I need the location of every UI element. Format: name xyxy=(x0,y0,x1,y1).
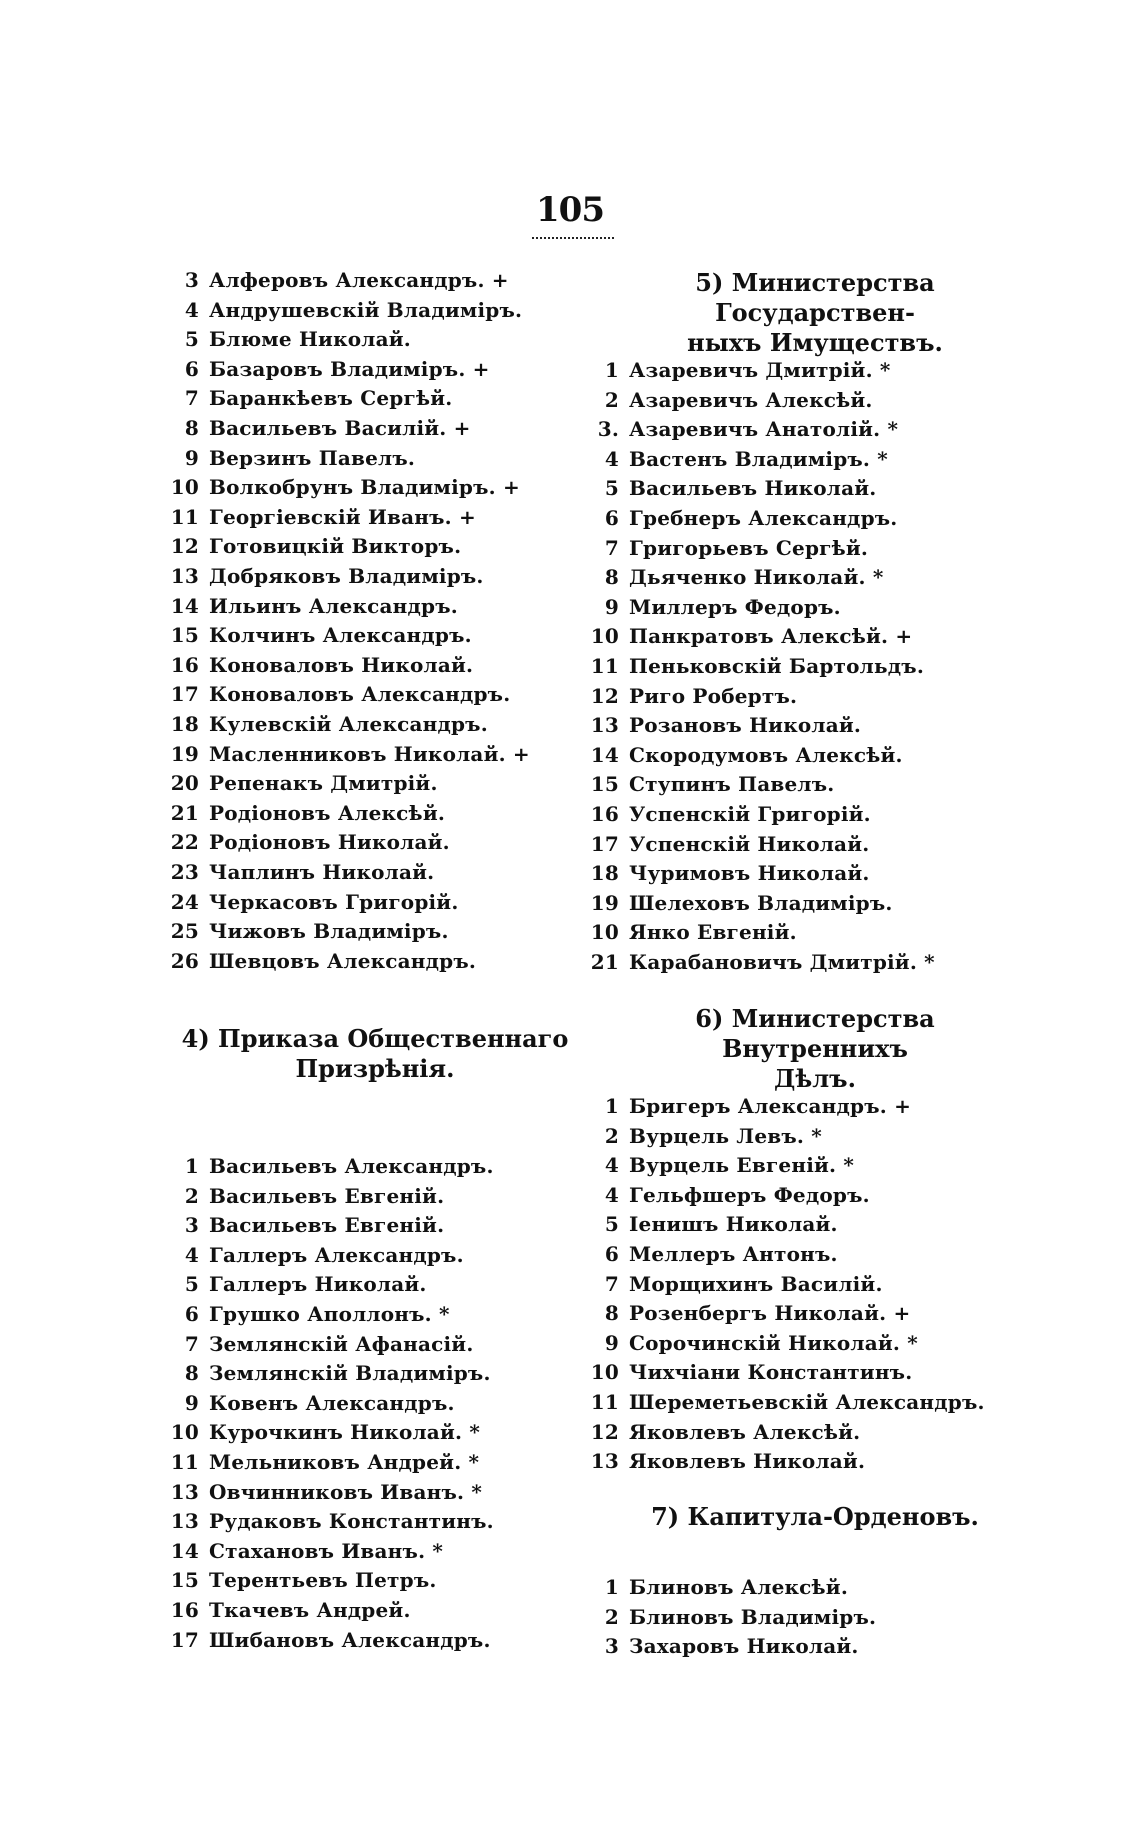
list-item xyxy=(165,1152,494,1180)
list-item xyxy=(585,682,797,710)
person-name: Гельфшеръ Федоръ. xyxy=(629,1182,870,1207)
list-item xyxy=(585,445,888,473)
person-name: Шелеховъ Владиміръ. xyxy=(629,890,893,915)
person-name: Масленниковъ Николай. + xyxy=(209,741,530,766)
person-name: Добряковъ Владиміръ. xyxy=(209,564,484,588)
item-number: 8 xyxy=(184,416,199,440)
item-number: 1 xyxy=(604,1575,619,1599)
person-name: Чаплинъ Николай. xyxy=(209,860,435,884)
section-title-continued: Призрѣнія. xyxy=(295,1054,455,1083)
person-name: Захаровъ Николай. xyxy=(629,1634,859,1659)
item-number: 12 xyxy=(590,1419,619,1444)
item-number: 2 xyxy=(184,1183,199,1208)
person-name: Розановъ Николай. xyxy=(629,713,862,738)
item-number: 20 xyxy=(170,771,199,796)
list-item xyxy=(165,296,522,324)
person-name: Меллеръ Антонъ. xyxy=(629,1242,838,1266)
person-name: Рудаковъ Константинъ. xyxy=(209,1509,494,1534)
item-number: 7 xyxy=(184,386,199,411)
list-item xyxy=(585,474,876,502)
list-item xyxy=(165,1626,491,1654)
list-item xyxy=(165,266,509,294)
item-number: 10 xyxy=(590,920,619,945)
person-name: Ступинъ Павелъ. xyxy=(629,772,835,797)
list-item xyxy=(165,888,459,916)
person-name: Григорьевъ Сергѣй. xyxy=(629,535,869,560)
item-number: 19 xyxy=(590,890,619,915)
list-item xyxy=(585,1573,848,1601)
section-title: 6) Министерства Внутреннихъ xyxy=(695,1004,935,1063)
person-name: Галлеръ Николай. xyxy=(209,1272,427,1297)
item-number: 26 xyxy=(170,948,199,973)
list-item xyxy=(585,415,898,443)
list-item xyxy=(165,1330,474,1358)
person-name: Ткачевъ Андрей. xyxy=(209,1598,411,1622)
person-name: Андрушевскій Владиміръ. xyxy=(209,297,523,322)
person-name: Азаревичъ Анатолій. * xyxy=(629,417,899,442)
person-name: Коноваловъ Николай. xyxy=(209,652,474,677)
list-item xyxy=(165,1418,480,1446)
person-name: Блиновъ Владиміръ. xyxy=(629,1604,877,1629)
person-name: Готовицкій Викторъ. xyxy=(209,534,462,559)
list-item xyxy=(585,563,883,591)
list-item xyxy=(165,1270,427,1298)
list-item xyxy=(165,414,471,442)
list-item xyxy=(165,1507,494,1535)
person-name: Колчинъ Александръ. xyxy=(209,623,472,648)
list-item xyxy=(165,651,473,679)
list-item xyxy=(165,828,450,856)
person-name: Гребнеръ Александръ. xyxy=(629,506,898,530)
person-name: Яковлевъ Алексѣй. xyxy=(629,1419,861,1444)
item-number: 1 xyxy=(604,1094,619,1118)
person-name: Васильевъ Василій. + xyxy=(209,416,471,440)
person-name: Землянскій Афанасій. xyxy=(209,1331,474,1356)
person-name: Вастенъ Владиміръ. * xyxy=(629,446,888,471)
section-title-continued: ныхъ Имуществъ. xyxy=(687,328,943,357)
item-number: 18 xyxy=(590,861,619,886)
list-item xyxy=(585,622,912,650)
item-number: 13 xyxy=(170,564,199,588)
person-name: Мельниковъ Андрей. * xyxy=(209,1450,480,1474)
person-name: Скородумовъ Алексѣй. xyxy=(629,742,903,767)
person-name: Терентьевъ Петръ. xyxy=(209,1568,437,1593)
list-item xyxy=(165,503,476,531)
person-name: Янко Евгеній. xyxy=(629,920,797,945)
item-number: 5 xyxy=(184,1272,199,1297)
item-number: 3. xyxy=(597,417,619,442)
item-number: 17 xyxy=(170,1627,199,1652)
person-name: Репенакъ Дмитрій. xyxy=(209,771,438,796)
list-item xyxy=(165,592,458,620)
item-number: 5 xyxy=(184,327,199,352)
person-name: Дьяченко Николай. * xyxy=(629,565,884,590)
person-name: Васильевъ Евгеній. xyxy=(209,1183,445,1208)
list-item xyxy=(585,1122,822,1150)
item-number: 6 xyxy=(184,356,199,381)
list-item xyxy=(165,1300,450,1328)
list-item xyxy=(585,859,870,887)
list-item xyxy=(165,1241,464,1269)
list-item xyxy=(585,918,797,946)
item-number: 8 xyxy=(604,1301,619,1326)
person-name: Блиновъ Алексѣй. xyxy=(629,1575,849,1599)
list-item xyxy=(165,1537,443,1565)
item-number: 12 xyxy=(590,683,619,708)
item-number: 7 xyxy=(184,1331,199,1356)
person-name: Родіоновъ Алексѣй. xyxy=(209,800,446,825)
item-number: 2 xyxy=(604,387,619,412)
person-name: Коноваловъ Александръ. xyxy=(209,682,511,707)
person-name: Азаревичъ Дмитрій. * xyxy=(629,358,891,382)
item-number: 6 xyxy=(184,1302,199,1326)
person-name: Курочкинъ Николай. * xyxy=(209,1420,480,1445)
section-5-heading xyxy=(605,268,1025,358)
list-item xyxy=(165,740,530,768)
item-number: 13 xyxy=(170,1479,199,1504)
item-number: 14 xyxy=(170,593,199,618)
person-name: Розенбергъ Николай. + xyxy=(629,1301,911,1326)
list-item xyxy=(585,1447,865,1475)
person-name: Георгіевскій Иванъ. + xyxy=(209,504,476,529)
item-number: 19 xyxy=(170,741,199,766)
person-name: Пеньковскій Бартольдъ. xyxy=(629,654,924,678)
list-item xyxy=(585,1358,912,1386)
item-number: 11 xyxy=(170,1450,199,1474)
person-name: Вурцель Левъ. * xyxy=(629,1123,822,1148)
person-name: Панкратовъ Алексѣй. + xyxy=(629,624,913,649)
person-name: Верзинъ Павелъ. xyxy=(209,445,416,470)
item-number: 17 xyxy=(590,831,619,856)
item-number: 5 xyxy=(604,476,619,501)
item-number: 2 xyxy=(604,1604,619,1629)
item-number: 13 xyxy=(170,1509,199,1534)
list-item xyxy=(165,444,415,472)
item-number: 22 xyxy=(170,830,199,855)
list-item xyxy=(585,1092,911,1120)
list-item xyxy=(585,1329,918,1357)
item-number: 24 xyxy=(170,889,199,914)
list-item xyxy=(165,621,472,649)
list-item xyxy=(585,1603,876,1631)
person-name: Чижовъ Владиміръ. xyxy=(209,919,449,944)
list-item xyxy=(165,769,438,797)
person-name: Грушко Аполлонъ. * xyxy=(209,1302,450,1326)
item-number: 13 xyxy=(590,1449,619,1474)
person-name: Іенишъ Николай. xyxy=(629,1212,838,1237)
person-name: Успенскій Григорій. xyxy=(629,802,871,826)
list-item xyxy=(165,1389,455,1417)
person-name: Вурцель Евгеній. * xyxy=(629,1153,855,1178)
list-item xyxy=(585,1181,870,1209)
item-number: 8 xyxy=(184,1361,199,1386)
item-number: 4 xyxy=(604,1182,619,1207)
list-item xyxy=(165,532,461,560)
person-name: Успенскій Николай. xyxy=(629,831,870,856)
item-number: 16 xyxy=(170,652,199,677)
person-name: Волкобрунъ Владиміръ. + xyxy=(209,475,520,500)
list-item xyxy=(165,325,411,353)
item-number: 16 xyxy=(170,1598,199,1622)
list-item xyxy=(165,680,510,708)
item-number: 3 xyxy=(184,268,199,292)
person-name: Блюме Николай. xyxy=(209,327,411,352)
list-item xyxy=(165,947,476,975)
list-item xyxy=(165,710,488,738)
item-number: 10 xyxy=(170,1420,199,1445)
item-number: 1 xyxy=(604,358,619,382)
item-number: 9 xyxy=(604,594,619,619)
item-number: 6 xyxy=(604,506,619,530)
list-item xyxy=(585,1240,838,1268)
item-number: 3 xyxy=(604,1634,619,1659)
list-item xyxy=(585,593,841,621)
list-item xyxy=(165,1448,479,1476)
person-name: Шереметьевскій Александръ. xyxy=(629,1390,985,1414)
person-name: Кулевскій Александръ. xyxy=(209,712,488,736)
list-item xyxy=(165,473,520,501)
list-item xyxy=(585,1270,883,1298)
item-number: 10 xyxy=(170,475,199,500)
section-title-continued: Дѣлъ. xyxy=(774,1064,856,1093)
item-number: 12 xyxy=(170,534,199,559)
item-number: 6 xyxy=(604,1242,619,1266)
person-name: Баранкѣевъ Сергѣй. xyxy=(209,386,453,411)
section-4-heading xyxy=(165,1024,585,1084)
list-item xyxy=(585,1388,985,1416)
person-name: Васильевъ Николай. xyxy=(629,476,877,501)
item-number: 9 xyxy=(604,1330,619,1355)
page-number-rule xyxy=(532,237,614,239)
list-item xyxy=(585,948,935,976)
list-item xyxy=(165,1359,491,1387)
list-item xyxy=(585,386,873,414)
list-item xyxy=(585,770,834,798)
list-item xyxy=(165,917,449,945)
list-item xyxy=(585,741,903,769)
item-number: 16 xyxy=(590,802,619,826)
person-name: Чихчіани Константинъ. xyxy=(629,1360,913,1385)
list-item xyxy=(585,356,891,384)
item-number: 18 xyxy=(170,712,199,736)
section-7-heading xyxy=(605,1502,1025,1532)
item-number: 15 xyxy=(590,772,619,797)
section-title: 7) Капитула-Орденовъ. xyxy=(651,1502,979,1531)
item-number: 11 xyxy=(170,504,199,529)
list-item xyxy=(585,889,893,917)
item-number: 4 xyxy=(604,446,619,471)
list-item xyxy=(165,1182,444,1210)
list-item xyxy=(585,1210,838,1238)
person-name: Васильевъ Александръ. xyxy=(209,1154,494,1178)
item-number: 5 xyxy=(604,1212,619,1237)
list-item xyxy=(165,1478,482,1506)
item-number: 21 xyxy=(590,950,619,974)
person-name: Землянскій Владиміръ. xyxy=(209,1361,491,1386)
person-name: Овчинниковъ Иванъ. * xyxy=(209,1479,483,1504)
person-name: Шибановъ Александръ. xyxy=(209,1627,491,1652)
item-number: 4 xyxy=(604,1153,619,1178)
list-item xyxy=(585,652,924,680)
list-item xyxy=(165,355,490,383)
person-name: Карабановичъ Дмитрій. * xyxy=(629,950,935,974)
person-name: Риго Робертъ. xyxy=(629,683,798,708)
item-number: 23 xyxy=(170,860,199,884)
person-name: Морщихинъ Василій. xyxy=(629,1271,883,1296)
list-item xyxy=(585,534,868,562)
item-number: 25 xyxy=(170,919,199,944)
list-item xyxy=(585,830,869,858)
person-name: Родіоновъ Николай. xyxy=(209,830,450,855)
list-item xyxy=(585,1299,910,1327)
item-number: 13 xyxy=(590,713,619,738)
list-item xyxy=(165,1596,411,1624)
item-number: 15 xyxy=(170,623,199,648)
person-name: Шевцовъ Александръ. xyxy=(209,948,477,973)
person-name: Чуримовъ Николай. xyxy=(629,861,870,886)
person-name: Базаровъ Владиміръ. + xyxy=(209,356,490,381)
list-item xyxy=(165,1566,437,1594)
item-number: 14 xyxy=(590,742,619,767)
item-number: 7 xyxy=(604,535,619,560)
person-name: Черкасовъ Григорій. xyxy=(209,889,459,914)
list-item xyxy=(165,799,445,827)
list-item xyxy=(585,711,861,739)
page-number: 105 xyxy=(536,190,604,230)
item-number: 2 xyxy=(604,1123,619,1148)
item-number: 17 xyxy=(170,682,199,707)
item-number: 1 xyxy=(184,1154,199,1178)
item-number: 4 xyxy=(184,297,199,322)
person-name: Стахановъ Иванъ. * xyxy=(209,1538,444,1563)
person-name: Сорочинскій Николай. * xyxy=(629,1330,918,1355)
item-number: 10 xyxy=(590,1360,619,1385)
person-name: Миллеръ Федоръ. xyxy=(629,594,841,619)
item-number: 11 xyxy=(590,1390,619,1414)
list-item xyxy=(585,1632,859,1660)
item-number: 14 xyxy=(170,1538,199,1563)
item-number: 11 xyxy=(590,654,619,678)
list-item xyxy=(585,800,871,828)
item-number: 9 xyxy=(184,445,199,470)
item-number: 8 xyxy=(604,565,619,590)
item-number: 4 xyxy=(184,1242,199,1267)
person-name: Яковлевъ Николай. xyxy=(629,1449,866,1474)
person-name: Азаревичъ Алексѣй. xyxy=(629,387,873,412)
list-item xyxy=(165,562,484,590)
item-number: 10 xyxy=(590,624,619,649)
list-item xyxy=(585,1418,860,1446)
item-number: 3 xyxy=(184,1213,199,1238)
list-item xyxy=(165,858,434,886)
section-6-heading xyxy=(605,1004,1025,1094)
item-number: 15 xyxy=(170,1568,199,1593)
section-title: 5) Министерства Государствен- xyxy=(695,268,935,327)
person-name: Галлеръ Александръ. xyxy=(209,1242,464,1267)
person-name: Алферовъ Александръ. + xyxy=(209,268,509,292)
person-name: Ильинъ Александръ. xyxy=(209,593,458,618)
person-name: Ковенъ Александръ. xyxy=(209,1390,455,1415)
person-name: Бригеръ Александръ. + xyxy=(629,1094,912,1118)
list-item xyxy=(165,384,452,412)
person-name: Васильевъ Евгеній. xyxy=(209,1213,445,1238)
item-number: 7 xyxy=(604,1271,619,1296)
list-item xyxy=(165,1211,444,1239)
item-number: 9 xyxy=(184,1390,199,1415)
section-title: 4) Приказа Общественнаго xyxy=(181,1024,569,1053)
item-number: 21 xyxy=(170,800,199,825)
list-item xyxy=(585,1151,854,1179)
list-item xyxy=(585,504,897,532)
